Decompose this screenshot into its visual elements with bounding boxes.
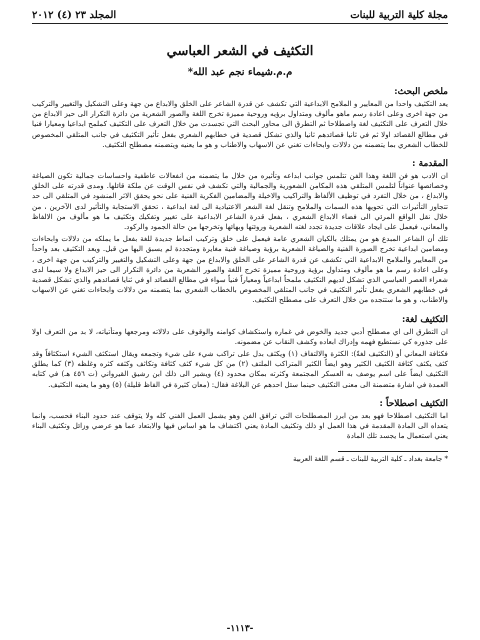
technical-heading: التكثيف اصطلاحاً :: [379, 398, 448, 409]
page-number: -١١١٣-: [226, 624, 254, 634]
linguistic-paragraph: ان التطرق الى اي مصطلح أدبي جديد والخوض في غماره واستكشاف كوامنه والوقوف على دلالاته ومرجعها ومتأتياته، لا بد من التعرف اولا على جذوره كي نستطيع فهمه وإدراك ابعاده وكشف النقاب عن مضمونه.: [32, 326, 448, 346]
linguistic-paragraph: فكثافة المعاني أو (التكثيف لغةً): الكثرة والالتفاف (١) ويكثف بدل على تراكب شيء على شيء وتجمعه ويقال استكثف الشيء استكثافاً وقد كثف يكثف كثافة الكثيف الكثير وهو ايضاً الكثير المتراكب الملتف (٢) من كل شيء كثف كثافة وتكاثف وكثفه كثره وغلظه (٣) كما يطلق التكثيف ايضاً على اسم يوصف به العسكر المجتمعة وكثرته بمكان محدود (٤) ويشير الى ذلك ابن رشيق القيرواني (ت ٤٥٦ هـ) في كتابه العمدة في اشارة متضمنة الى معنى التكثيف حينما سئل احدهم عن البلاغة فقال: (معان كثيرة في الفاظ قليلة) (٥) وهو ما يعنيه التكثيف.: [32, 349, 448, 389]
article-author: م.م.شيماء نجم عبد الله*: [187, 67, 293, 78]
linguistic-heading: التكثيف لغة:: [401, 314, 448, 325]
abstract-text: يعد التكثيف واحدا من المعايير و الملامح الابداعية التي تكشف عن قدرة الشاعر على الخلق والابداع من جهة وعلى التشكيل والتغيير والتركيب من جهة اخرى وعلى اعادة رسم ماهو مألوف ومتداول برؤيه وروحية مميزة تخرج اللغة والصور الشعرية من دائرة التكرار الى حيز الابداع من خلال التعرف على التكثيف لغة واصطلاحا ثم التطرق الى محاور البحث التي تجسدت من خلال التعرف على التكثيف كملمح ابداعيا ومعيارا فنيا في مطالع القصائد اولا ثم في ثانيا قصائدهم ثانيا والذي تشكل قصدية في خطابهم الشعري بفعل تأثير التكثيف في جانب المتلقي المخصوص للخطاب الشعري بما يتضمنه من دلالات وابحاءات تغني عن الاسهاب والاطناب و هو ما يعنيه ويتضمنه مصطلح التكثيف.: [32, 99, 448, 149]
intro-paragraph: تلك أن الشاعر المبدع هو من يمتلك بالكيان الشعري عامة فيعمل على خلق وتركيب انماط جديدة للغة بفعل ما يملكه من دلالات وابحاءات ومضامين ابداعية تخرج الصورة الفنية والصياغة الشعرية برؤية وصياغة فنية مغايرة ومتجددة لم يسبق اليها من قبل. ويعد التكثيف بعد واحداً من المعايير والملامح الابداعية التي تكشف عن قدرة الشاعر على الخلق والابداع من جهة وعلى التشكيل والتغيير والتركيب من جهة اخرى ، وعلى اعادة رسم ما هو مألوف ومتداول برؤية وروحية مميزة تخرج اللغة والصور الشعرية من دائرة التكرار الى حيز الابداع ولا سيما لدى شعراء العصر العباسي الذي تشكل لديهم التكثيف ملمحاً ابداعياً ومعياراً فنياً سواء في مطالع القصائد او في ثنايا قصائدهم والذي تشكل قصدية في خطابهم الشعري بفعل تأثير التكثيف في جانب المتلقي المخصوص بالخطاب الشعري بما يتضمنه من دلالات وابحاءات تغني عن الاسهاب والاطناب، و هو ما ستتجده من خلال التعرف على مصطلح التكثيف.: [32, 234, 448, 305]
footnote-divider: [338, 451, 448, 452]
intro-heading: المقدمة :: [412, 159, 448, 170]
journal-name: مجلة كلية التربية للبنات: [350, 10, 448, 21]
abstract-heading: ملخص البحث:: [394, 87, 448, 97]
article-title: التكثيف في الشعر العباسي: [166, 44, 314, 59]
author-affiliation-footnote: * جامعة بغداد ـ كلية التربية للبنات ـ قسم اللغة العربية: [293, 455, 448, 464]
intro-paragraph: ان الادب هو فن اللغة وهذا الفن تتلمس جوانب ابداعه وتأثيره من خلال ما يتضمنه من انفعالات عاطفية واحساسات جمالية تكون الصياغة وخصائصها عنواناً لتلمس المتلقي هذه المكامن الشعورية والجمالية والتي تكشف في نفس الوقت عن ملكة قائلها. ومدى قدرته على الخلق والابداع ، من خلال التفرد في توظيف الألفاظ والتراكيب والاخيلة والمضامين الفكرية الفنية على نحو يحقق الاثر المنشود في المتلقي الى حد تتجاوز التأثيرات التي تحويها هذه السمات والملامح وتنقل لغة الشعر الاعتيادية الى لغة ابداعية ، تحقق الاستجابة والتأثير لدى الآخرين ، من خلال نقل الواقع المرئي الى فضاء الابداع الشعري ، بفعل قدرة الشاعر الابداعية على تغيير وتفكيك وتكثيف ما هو مألوف من الالفاظ والمعاني، فيعمل على ايجاد علاقات جديدة تجدد لغته الشعرية وروئتها وبهائها وتخرجها من حالة الجمود والركود.: [32, 171, 448, 232]
issue-info: المجلد ٢٣ (٤) ٢٠١٢: [32, 10, 117, 21]
technical-text: اما التكثيف اصطلاحا فهو بعد من ابرز المصطلحات التي ترافق الفن وهو يشمل العمل الفني كله ولا يتوقف عند حدود البناء فحسب، وانما يتعداه الى المادة المقدمة في هذا العمل او ذلك وتكثيف المادة يعني اكتشاف ما هو اساس فيها والابتعاد عما هو عرضي وزائل وتكثيف البناء يعني استعمال ما يجسد تلك المادة: [32, 410, 448, 441]
running-header: [32, 10, 448, 24]
